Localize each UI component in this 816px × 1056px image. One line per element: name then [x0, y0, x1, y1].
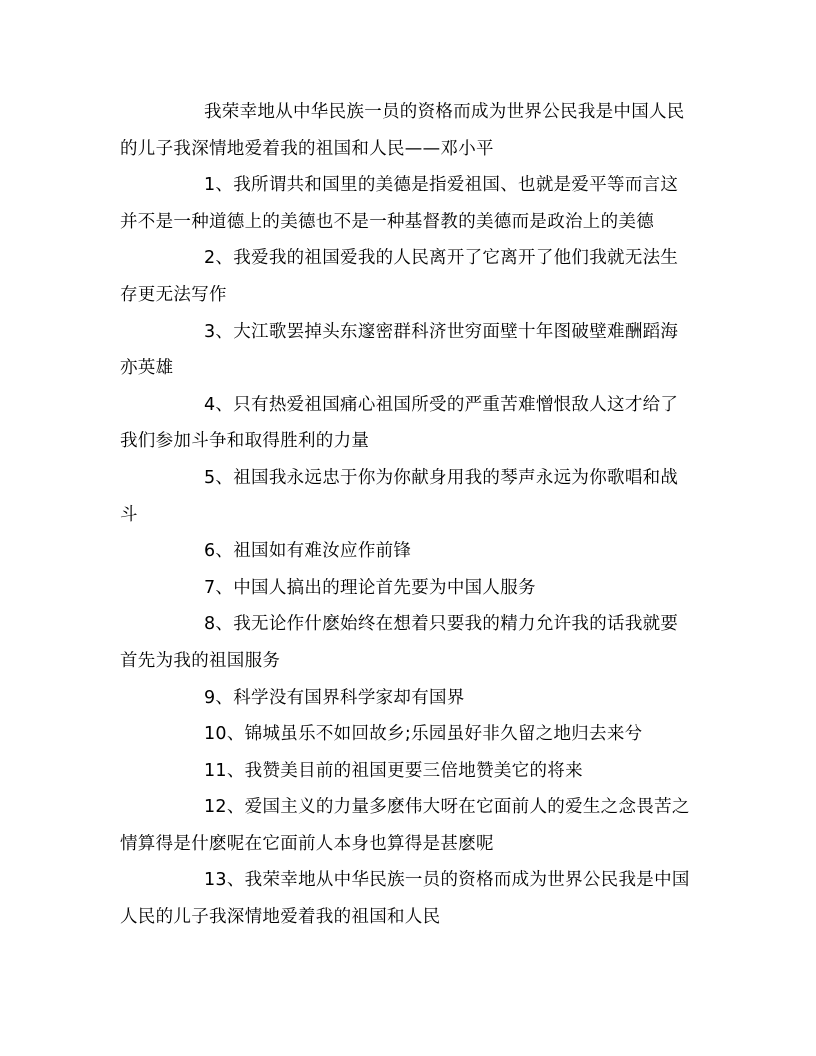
document-body	[120, 94, 696, 936]
paragraph-item-1: 1、我所谓共和国里的美德是指爱祖国、也就是爱平等而言这并不是一种道德上的美德也不是一种基督教的美德而是政治上的美德	[120, 175, 679, 232]
paragraph-item-13: 13、我荣幸地从中华民族一员的资格而成为世界公民我是中国人民的儿子我深情地爱着我的祖国和人民	[120, 870, 690, 928]
paragraph-item-10: 10、锦城虽乐不如回故乡;乐园虽好非久留之地归去来兮	[204, 724, 643, 745]
paragraph-intro-quote: 我荣幸地从中华民族一员的资格而成为世界公民我是中国人民的儿子我深情地爱着我的祖国和人民——邓小平	[120, 102, 685, 159]
paragraph-item-12: 12、爱国主义的力量多麽伟大呀在它面前人的爱生之念畏苦之情算得是什麽呢在它面前人本身也算得是甚麽呢	[120, 797, 690, 854]
paragraph-item-2: 2、我爱我的祖国爱我的人民离开了它离开了他们我就无法生存更无法写作	[120, 248, 679, 305]
paragraph-item-5: 5、祖国我永远忠于你为你献身用我的琴声永远为你歌唱和战斗	[120, 467, 679, 525]
paragraph-item-6: 6、祖国如有难汝应作前锋	[204, 541, 412, 562]
paragraph-item-11: 11、我赞美目前的祖国更要三倍地赞美它的将来	[204, 760, 583, 781]
paragraph-item-8: 8、我无论作什麽始终在想着只要我的精力允许我的话我就要首先为我的祖国服务	[120, 614, 679, 671]
paragraph-item-3: 3、大江歌罢掉头东邃密群科济世穷面壁十年图破壁难酬蹈海亦英雄	[120, 321, 679, 379]
paragraph-item-9: 9、科学没有国界科学家却有国界	[204, 687, 465, 708]
paragraph-item-7: 7、中国人搞出的理论首先要为中国人服务	[204, 577, 536, 598]
paragraph-item-4: 4、只有热爱祖国痛心祖国所受的严重苦难憎恨敌人这才给了我们参加斗争和取得胜利的力量	[120, 394, 679, 452]
